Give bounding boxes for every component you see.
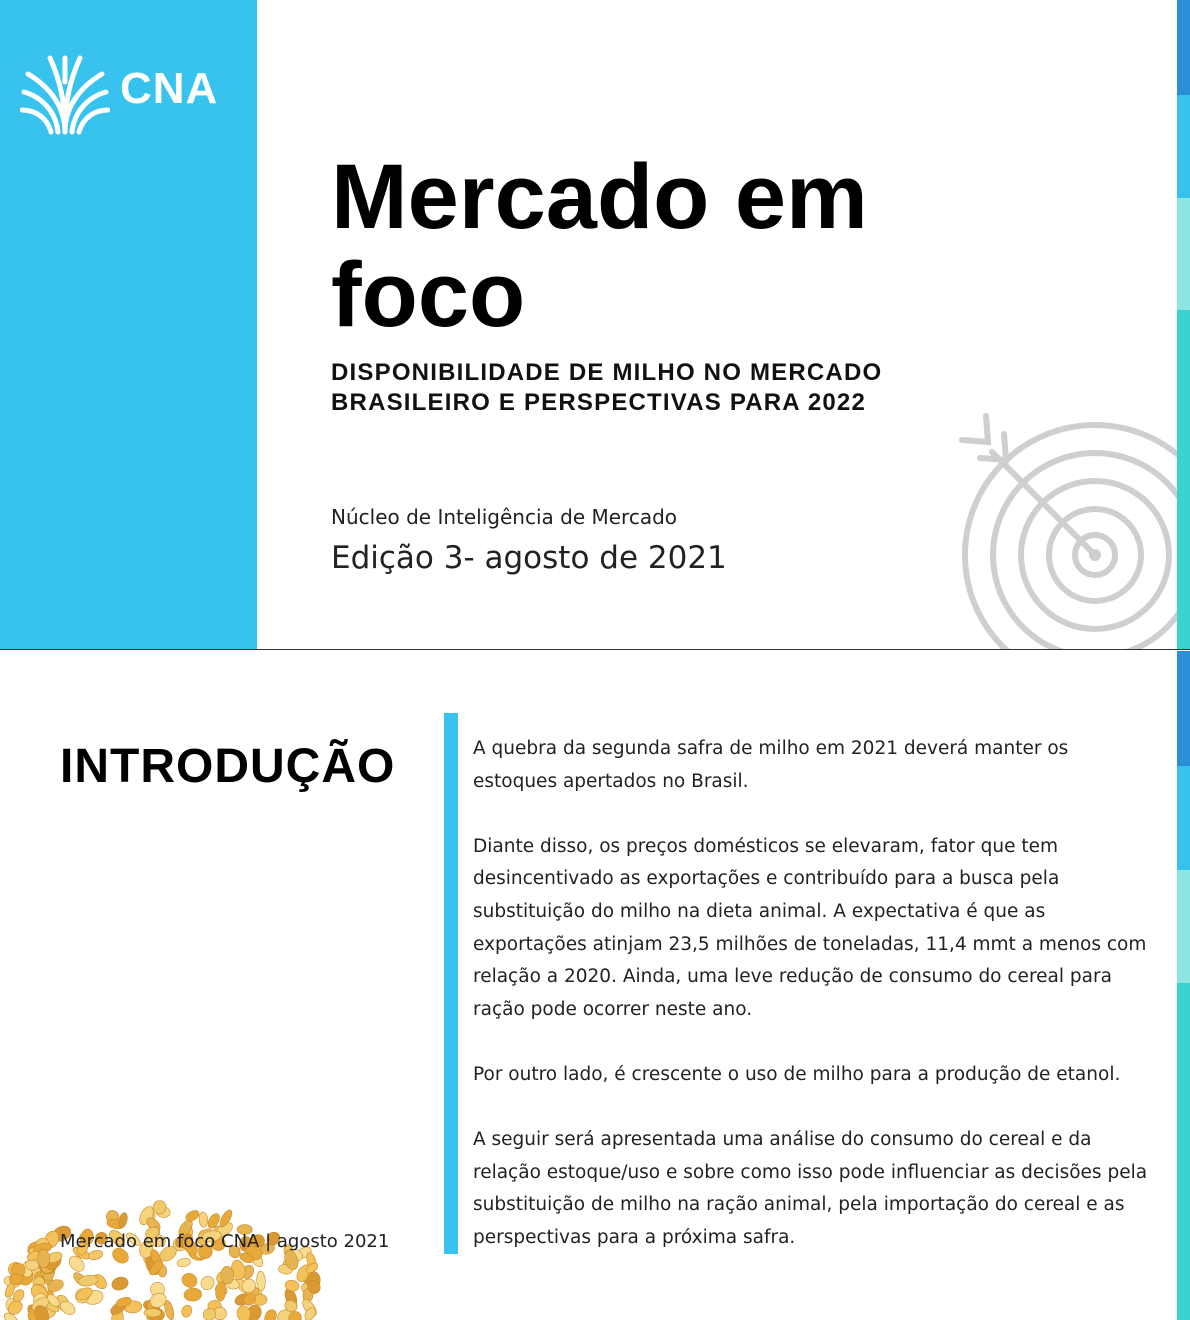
corn-kernel <box>179 1271 199 1290</box>
intro-page <box>0 651 1190 1320</box>
cover-subtitle-line1: DISPONIBILIDADE DE MILHO NO MERCADO <box>331 359 883 386</box>
corn-kernel <box>262 1308 278 1320</box>
edition-label: Edição 3- agosto de 2021 <box>331 540 727 576</box>
cna-logo <box>20 52 240 136</box>
corn-kernel <box>256 1271 266 1291</box>
cover-title-line1: Mercado em <box>331 146 868 248</box>
cover-subtitle <box>331 358 931 418</box>
intro-stripe-4 <box>1177 983 1190 1320</box>
nucleo-label: Núcleo de Inteligência de Mercado <box>331 505 678 529</box>
intro-stripe-1 <box>1177 651 1190 766</box>
corn-kernels-image <box>0 1191 330 1320</box>
cover-stripe-2 <box>1177 95 1190 198</box>
cover-stripe-4 <box>1177 310 1190 650</box>
intro-stripe-2 <box>1177 766 1190 870</box>
intro-body <box>473 733 1153 1287</box>
accent-bar <box>444 713 458 1254</box>
corn-kernel <box>215 1281 226 1301</box>
cover-title-line2: foco <box>331 244 526 346</box>
corn-kernel <box>110 1275 130 1292</box>
corn-kernel <box>199 1212 209 1228</box>
intro-stripe-3 <box>1177 870 1190 983</box>
cover-subtitle-line2: BRASILEIRO E PERSPECTIVAS PARA 2022 <box>331 389 867 416</box>
corn-kernel <box>180 1304 193 1319</box>
corn-kernel <box>236 1305 252 1320</box>
cna-logo-text: CNA <box>120 64 219 113</box>
footer-text: Mercado em foco CNA | agosto 2021 <box>60 1231 390 1252</box>
corn-kernel <box>183 1287 202 1302</box>
cover-title <box>331 148 971 344</box>
cover-stripe-3 <box>1177 198 1190 310</box>
corn-kernel <box>144 1309 161 1317</box>
intro-paragraph-2: Diante disso, os preços domésticos se elevaram, fator que tem desincentivado as exportações e contribuído para a busca pela substituição do milho na dieta animal. A expectativa é que as exportações atinjam 23,5 milhões de toneladas, 11,4 mmt a menos com relação a 2020. Ainda, uma leve redução de consumo do cereal para ração pode ocorrer neste ano. <box>473 835 1147 1020</box>
cover-blue-panel <box>0 0 257 650</box>
intro-heading: INTRODUÇÃO <box>60 740 396 793</box>
cover-stripe-1 <box>1177 0 1190 95</box>
page-divider <box>0 649 1190 650</box>
corn-kernel <box>176 1257 191 1268</box>
intro-paragraph-1: A quebra da segunda safra de milho em 2021 deverá manter os estoques apertados no Brasil. <box>473 738 1069 792</box>
target-arrow-icon <box>950 410 1190 650</box>
intro-paragraph-4: A seguir será apresentada uma análise do consumo do cereal e da relação estoque/uso e sobre como isso pode influenciar as decisões pela substituição de milho na ração animal, pela importação do cereal e as perspectivas para a próxima safra. <box>473 1129 1148 1248</box>
cover-page <box>0 0 1190 650</box>
corn-kernel <box>38 1249 50 1267</box>
intro-paragraph-3: Por outro lado, é crescente o uso de milho para a produção de etanol. <box>473 1063 1121 1085</box>
corn-kernel <box>198 1274 216 1293</box>
cna-logo-icon <box>20 52 110 136</box>
